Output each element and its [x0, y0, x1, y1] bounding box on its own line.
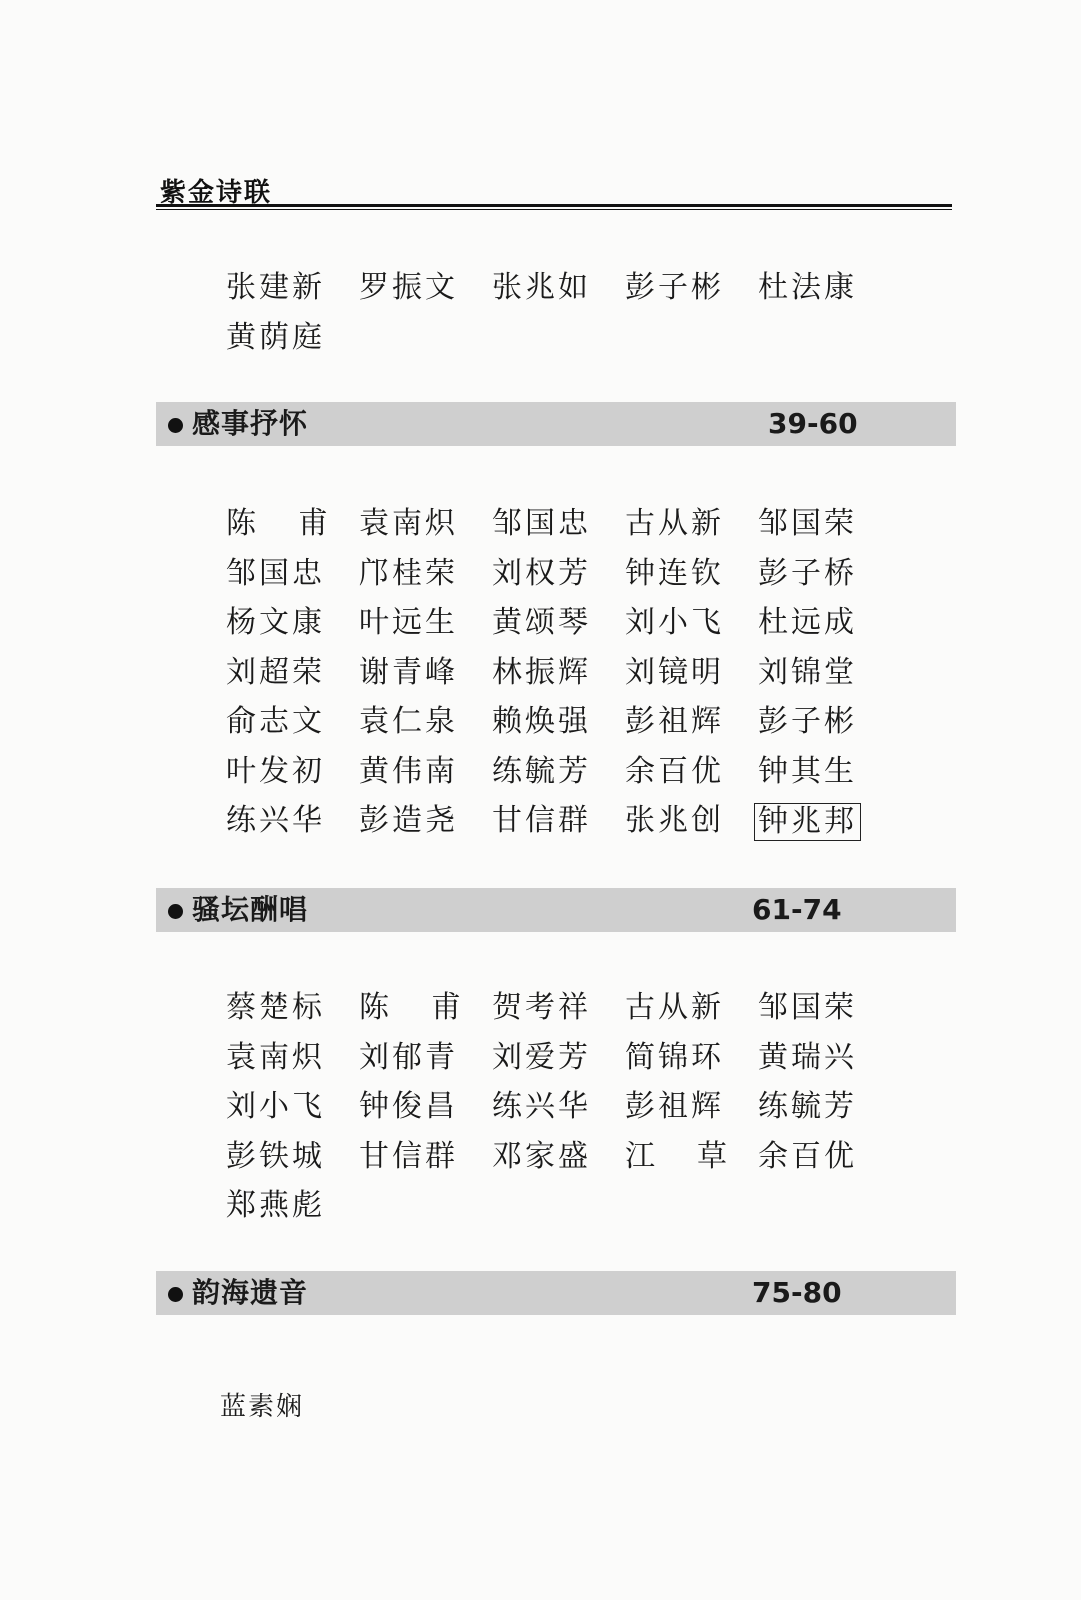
list-item: 邹国忠 [226, 555, 325, 591]
list-item: 刘权芳 [492, 555, 591, 591]
list-item: 叶远生 [359, 605, 458, 640]
list-item: 袁南炽 [359, 506, 458, 541]
list-item: 陈甫 [226, 506, 370, 541]
section-2-name-list [226, 988, 891, 1236]
list-item: 黄颂琴 [492, 605, 591, 640]
list-item: 陈甫 [359, 990, 503, 1025]
section-header-sao-tan-chou-chang [156, 888, 956, 932]
section-1-name-list [226, 504, 891, 851]
list-item: 甘信群 [492, 803, 591, 838]
list-item: 邓家盛 [492, 1138, 591, 1174]
list-item: 甘信群 [359, 1138, 458, 1174]
list-item: 林振辉 [492, 654, 591, 690]
list-item: 邝桂荣 [359, 555, 458, 591]
list-item: 邹国荣 [758, 990, 857, 1025]
list-item: 古从新 [625, 506, 724, 541]
top-name-list [226, 268, 891, 367]
list-item: 练兴华 [226, 803, 325, 838]
list-item: 练毓芳 [758, 1089, 857, 1124]
header-rule [156, 204, 952, 207]
list-item: 彭子桥 [758, 555, 857, 591]
list-item: 刘镜明 [625, 654, 724, 690]
running-header-title: 紫金诗联 [160, 178, 273, 208]
list-item: 杜法康 [758, 270, 857, 305]
list-item: 邹国荣 [758, 506, 857, 541]
list-item: 黄荫庭 [226, 319, 325, 355]
list-item: 张兆如 [492, 270, 591, 305]
list-item-boxed: 钟兆邦 [754, 803, 861, 841]
list-item: 彭祖辉 [625, 1089, 724, 1124]
list-item: 余百优 [758, 1138, 857, 1174]
section-title: 感事抒怀 [192, 407, 309, 440]
list-item: 刘超荣 [226, 654, 325, 690]
list-item: 钟连钦 [625, 555, 724, 591]
list-item: 袁仁泉 [359, 704, 458, 739]
list-item: 叶发初 [226, 753, 325, 789]
section-header-yun-hai-yi-yin [156, 1271, 956, 1315]
section-header-gan-shi-shu-huai [156, 402, 956, 446]
list-item: 彭子彬 [625, 270, 724, 305]
list-item: 刘郁青 [359, 1039, 458, 1075]
list-item: 俞志文 [226, 704, 325, 739]
section-page-range: 75-80 [752, 1276, 842, 1309]
section-page-range: 61-74 [752, 893, 842, 926]
list-item: 练兴华 [492, 1089, 591, 1124]
list-item: 杨文康 [226, 605, 325, 640]
list-item: 邹国忠 [492, 506, 591, 541]
list-item: 钟其生 [758, 753, 857, 789]
bullet-icon [168, 1287, 183, 1302]
section-title: 骚坛酬唱 [192, 893, 309, 926]
list-item: 赖焕强 [492, 704, 591, 739]
list-item: 练毓芳 [492, 753, 591, 789]
list-item: 彭铁城 [226, 1138, 325, 1174]
list-item: 刘小飞 [625, 605, 724, 640]
list-item: 古从新 [625, 990, 724, 1025]
list-item: 谢青峰 [359, 654, 458, 690]
list-item: 刘小飞 [226, 1089, 325, 1124]
list-item: 张建新 [226, 270, 325, 305]
bullet-icon [168, 418, 183, 433]
list-item: 刘锦堂 [758, 654, 857, 690]
bullet-icon [168, 904, 183, 919]
header-rule-thin [156, 209, 952, 210]
section-title: 韵海遗音 [192, 1276, 309, 1309]
list-item: 彭子彬 [758, 704, 857, 739]
list-item: 蓝素娴 [220, 1392, 305, 1422]
section-page-range: 39-60 [768, 407, 858, 440]
list-item: 袁南炽 [226, 1039, 325, 1075]
list-item: 黄瑞兴 [758, 1039, 857, 1075]
list-item: 钟俊昌 [359, 1089, 458, 1124]
list-item: 彭祖辉 [625, 704, 724, 739]
list-item: 余百优 [625, 753, 724, 789]
list-item: 江草 [625, 1138, 769, 1174]
list-item: 简锦环 [625, 1039, 724, 1075]
list-item: 蔡楚标 [226, 990, 325, 1025]
list-item: 罗振文 [359, 270, 458, 305]
list-item: 张兆创 [625, 803, 724, 838]
list-item: 郑燕彪 [226, 1188, 325, 1223]
list-item: 黄伟南 [359, 753, 458, 789]
list-item: 贺考祥 [492, 990, 591, 1025]
list-item: 彭造尧 [359, 803, 458, 838]
list-item: 杜远成 [758, 605, 857, 640]
list-item: 刘爱芳 [492, 1039, 591, 1075]
